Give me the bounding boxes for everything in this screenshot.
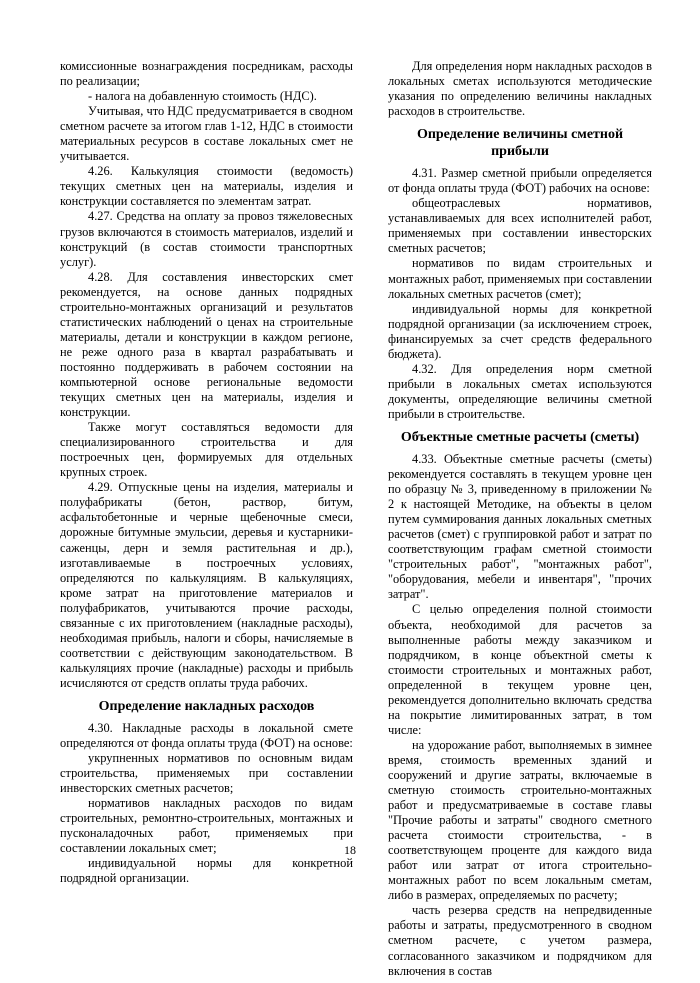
list-item: индивидуальной нормы для конкретной подрядной организации (за исключением строек, финансируемых за счет средств федерального бюджета). — [388, 301, 652, 361]
paragraph-4-27: 4.27. Средства на оплату за провоз тяжеловесных грузов включаются в стоимость материалов, изделий и конструкций (в состав стоимости транспортных услуг). — [60, 209, 353, 269]
paragraph: комиссионные вознаграждения посредникам, расходы по реализации; — [60, 59, 353, 89]
paragraph-4-32: 4.32. Для определения норм сметной прибыли в локальных сметах используются документы, определяющие величины сметной прибыли в строительстве. — [388, 361, 652, 421]
section-heading: Определение величины сметной прибыли — [416, 127, 624, 160]
paragraph-4-33: 4.33. Объектные сметные расчеты (сметы) рекомендуется составлять в текущем уровне цен по образцу № 3, приведенному в приложении № 2 к настоящей Методике, на объекты в целом путем суммирования данных локальных сметных расчетов (смет) с группировкой работ и затрат по соответствующим графам сметной стоимости "строительных работ", "монтажных работ", "оборудования, мебели и инвентаря", "прочих затрат". — [388, 451, 652, 602]
paragraph-4-31: 4.31. Размер сметной прибыли определяется от фонда оплаты труда (ФОТ) рабочих на основе: — [388, 166, 652, 196]
paragraph: С целью определения полной стоимости объекта, необходимой для расчетов за выполненные работы между заказчиком и подрядчиком, в конце объектной сметы к стоимости строительных и монтажных работ, определенной в текущем уровне цен, рекомендуется дополнительно включать средства на покрытие лимитированных затрат, в том числе: — [388, 602, 652, 737]
right-column — [388, 59, 652, 979]
page-number: 18 — [344, 843, 356, 857]
paragraph-4-29: 4.29. Отпускные цены на изделия, материалы и полуфабрикаты (бетон, раствор, битум, асфальтобетонные и черные щебеночные смеси, дорожные битумные эмульсии, деревья и кустарники-саженцы, дерн и земля растительная и др.), изготавливаемые в построечных условиях, определяются по калькуляциям. В калькуляциях, кроме затрат на приготовление материалов и полуфабрикатов, учитываются прочие расходы, связанные с их приготовлением (накладные расходы), необходимая прибыль, налоги и сборы, начисляемые в соответствии с действующим законодательством. В калькуляциях прочие (накладные) расходы и прибыль исчисляются от средств оплаты труда рабочих. — [60, 480, 353, 690]
paragraph-4-26: 4.26. Калькуляция стоимости (ведомость) текущих сметных цен на материалы, изделия и конструкции составляется по элементам затрат. — [60, 164, 353, 209]
list-item: нормативов накладных расходов по видам строительных, ремонтно-строительных, монтажных и пусконаладочных работ, применяемых при составлении локальных смет; — [60, 796, 353, 856]
section-heading: Объектные сметные расчеты (сметы) — [400, 429, 640, 445]
list-item: на удорожание работ, выполняемых в зимнее время, стоимость временных зданий и сооружений и другие затраты, включаемые в сметную стоимость строительно-монтажных работ и предусматриваемые в составе главы "Прочие работы и затраты" сводного сметного расчета стоимости строительства, - в соответствующем проценте для каждого вида работ или затрат от итога строительно-монтажных работ по всем локальным сметам, либо в размерах, определяемых по расчету; — [388, 737, 652, 903]
left-column — [60, 59, 353, 886]
paragraph: - налога на добавленную стоимость (НДС). — [88, 89, 317, 104]
list-item: укрупненных нормативов по основным видам строительства, применяемых при составлении инвесторских сметных расчетов; — [60, 751, 353, 796]
paragraph: Также могут составляться ведомости для специализированного строительства и для построечных цен, формируемых для отдельных крупных строек. — [60, 420, 353, 480]
list-item: нормативов по видам строительных и монтажных работ, применяемых при составлении локальных сметных расчетов (смет); — [388, 256, 652, 301]
paragraph: Для определения норм накладных расходов в локальных сметах используются методические указания по определению величины накладных расходов в строительстве. — [388, 59, 652, 119]
section-heading: Определение накладных расходов — [98, 698, 315, 714]
paragraph-4-28: 4.28. Для составления инвесторских смет рекомендуется, на основе данных подрядных строительно-монтажных организаций и результатов статистических наблюдений о ценах на строительные материалы, детали и конструкции в каждом регионе, не реже одного раза в квартал разрабатывать и постоянно поддерживать в рабочем состоянии на компьютерной основе региональные ведомости текущих сметных цен на материалы, изделия и конструкции. — [60, 269, 353, 420]
list-item: часть резерва средств на непредвиденные работы и затраты, предусмотренного в сводном сметном расчете, с учетом размера, согласованного заказчиком и подрядчиком для включения в состав — [388, 903, 652, 978]
paragraph: Учитывая, что НДС предусматривается в сводном сметном расчете за итогом глав 1-12, НДС в стоимости материальных ресурсов в составе локальных смет не учитывается. — [60, 104, 353, 164]
paragraph-4-30: 4.30. Накладные расходы в локальной смете определяются от фонда оплаты труда (ФОТ) на основе: — [60, 720, 353, 751]
list-item: общеотраслевых нормативов, устанавливаемых для всех исполнителей работ, применяемых при составлении инвесторских сметных расчетов; — [388, 196, 652, 256]
list-item: индивидуальной нормы для конкретной подрядной организации. — [60, 856, 353, 886]
